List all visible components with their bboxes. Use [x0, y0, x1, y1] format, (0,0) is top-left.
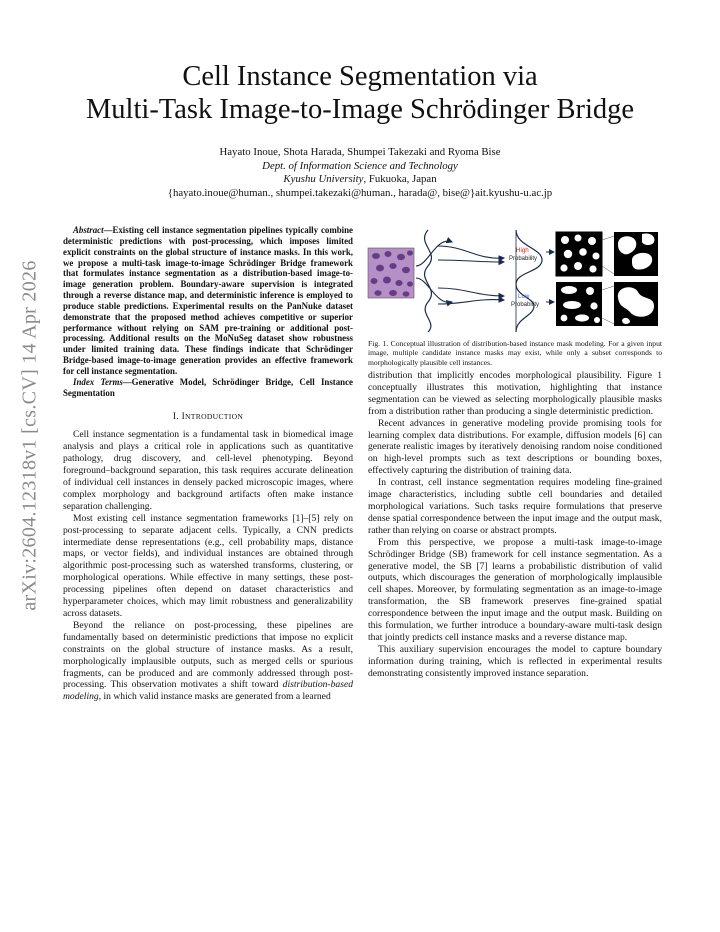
- zoom-link-top: [602, 236, 614, 240]
- zoom-link-bottom: [602, 286, 614, 290]
- right-paragraph-1: distribution that implicitly encodes morphological plausibility. Figure 1 conceptually illustrates this motivation, highlighting that instance segmentation can be viewed as selecting morphologically plausible masks from a distribution rather than producing a single deterministic prediction.: [368, 370, 662, 417]
- author-department: Dept. of Information Science and Technology: [262, 159, 458, 172]
- intro-paragraph-2: Most existing cell instance segmentation frameworks [1]–[5] rely on post-processing to separate adjacent cells. Typically, a CNN predicts intermediate dense representations (e.g., cell probability maps, distance maps, or vector fields), and individual instances are obtained through algorithmic post-processing such as watershed transforms, clustering, or morphological operations. While effective in many settings, these post-processing pipelines often depend on dataset characteristics and hyperparameter choices, which may limit robustness and generalizability across datasets.: [63, 512, 353, 619]
- author-block: [60, 146, 660, 200]
- plausible-mask-zoom: [614, 232, 658, 276]
- author-emails: {hayato.inoue@human., shumpei.takezaki@human., harada@, bise@}ait.kyushu-u.ac.jp: [167, 186, 553, 199]
- figure-1: [366, 226, 662, 334]
- plausible-instance-mask: [556, 232, 602, 276]
- intro-paragraph-3: [63, 620, 353, 703]
- abstract: [63, 225, 353, 377]
- intro-paragraph-3-start: Beyond the reliance on post-processing, these pipelines are fundamentally based on deterministic predictions that impose no explicit constraints on the global structure of instance masks. As a result, morphologically implausible outputs, such as merged cells or spurious fragments, can be produced and are commonly addressed through post-processing. This observation motivates a shift toward: [63, 619, 353, 691]
- figure-1-caption: Fig. 1. Conceptual illustration of distribution-based instance mask modeling. For a given input image, multiple candidate instance masks may exist, while only a subset corresponds to morphologically plausible cell instances.: [368, 339, 662, 367]
- histology-input-image: [368, 248, 414, 298]
- abstract-text: —Existing cell instance segmentation pipelines typically combine deterministic predictions with post-processing, which imposes limited explicit constraints on the global structure of instance masks. In this work, we propose a multi-task image-to-image Schrödinger Bridge framework that formulates instance segmentation as a distribution-based image-to-image generation problem. Boundary-aware supervision is integrated through a reverse distance map, and deterministic inference is employed to produce stable predictions. Experimental results on the PanNuke dataset demonstrate that the proposed method achieves competitive or superior performance without relying on SAM pre-training or additional post-processing. Additional results on the MoNuSeg dataset show robustness under limited training data. These findings indicate that Schrödinger Bridge-based image-to-image generation provides an effective framework for cell instance segmentation.: [63, 225, 353, 376]
- author-location: , Fukuoka, Japan: [363, 173, 437, 186]
- right-paragraph-5: This auxiliary supervision encourages the model to capture boundary information during training, which is reflected in experimental results demonstrating consistently improved instance separation.: [368, 643, 662, 679]
- mapping-arrow-3: [438, 288, 504, 296]
- label-probability-low: Probability: [511, 302, 540, 308]
- index-terms-heading: Index Terms: [73, 376, 123, 387]
- label-low: Low: [518, 293, 530, 300]
- intro-paragraph-3-emphasis: distribution-based modeling: [63, 679, 353, 703]
- title-line-1: Cell Instance Segmentation via: [182, 61, 538, 92]
- right-column: [368, 370, 662, 680]
- left-column: [63, 225, 353, 703]
- mapping-arrow-1: [438, 246, 504, 258]
- arxiv-sidebar-stamp: [8, 175, 52, 695]
- flow-arrow-bottom: [416, 278, 452, 302]
- author-university: Kyushu University: [283, 173, 364, 186]
- section-first-letter: I: [181, 411, 185, 422]
- abstract-heading: Abstract: [73, 225, 104, 235]
- right-paragraph-2: Recent advances in generative modeling provide promising tools for learning complex data distributions. For example, diffusion models [6] can generate realistic images by iteratively denoising random noise conditioned on high-level prompts such as text descriptions or bounding boxes, effectively capturing the distribution of training data.: [368, 417, 662, 477]
- label-probability-high: Probability: [509, 256, 538, 262]
- intro-paragraph-3-end: , in which valid instance masks are generated from a learned: [98, 691, 331, 703]
- flow-arrow-top: [416, 241, 452, 266]
- output-distribution-curve: [516, 230, 542, 332]
- author-names: Hayato Inoue, Shota Harada, Shumpei Takezaki and Ryoma Bise: [219, 146, 501, 158]
- index-terms-text: —Generative Model, Schrödinger Bridge, Cell Instance Segmentation: [63, 376, 353, 398]
- right-paragraph-4: From this perspective, we propose a multi-task image-to-image Schrödinger Bridge (SB) framework for cell instance segmentation. As a generative model, the SB [7] learns a probabilistic distribution of valid outputs, which discourages the generation of morphologically implausible cell shapes. Moreover, by formulating segmentation as an image-to-image transformation, the SB framework preserves fine-grained spatial correspondence between the input image and the output mask. Building on this formulation, we further introduce a boundary-aware multi-task design that jointly predicts cell instance masks and a reverse distance map.: [368, 536, 662, 643]
- implausible-mask-zoom: [614, 282, 658, 326]
- index-terms: [63, 377, 353, 399]
- mapping-arrow-2: [438, 260, 504, 262]
- paper-title: [60, 60, 660, 126]
- intro-paragraph-1: Cell instance segmentation is a fundamental task in biomedical image analysis and plays a critical role in applications such as quantitative pathology, drug discovery, and cell-level phenotyping. Beyond foreground–background separation, this task requires accurate delineation of individual cell instances in densely packed microscopic images, where complex morphology and background artifacts often make instance separation challenging.: [63, 429, 353, 512]
- section-heading-introduction: [63, 411, 353, 424]
- section-title-rest: NTRODUCTION: [185, 411, 244, 421]
- author-affiliation: [60, 173, 660, 187]
- label-high: High: [516, 247, 529, 254]
- title-line-2: Multi-Task Image-to-Image Schrödinger Bridge: [85, 94, 635, 125]
- right-paragraph-3: In contrast, cell instance segmentation requires modeling fine-grained image characteristics, including subtle cell boundaries and detailed morphological variations. Such tasks require formulations that preserve dense spatial correspondence between the input image and the output mask, rather than relying on coarse or abstract prompts.: [368, 477, 662, 536]
- section-numeral: I.: [172, 411, 182, 422]
- arxiv-identifier: arXiv:2604.12318v1 [cs.CV] 14 Apr 2026: [18, 259, 41, 611]
- zoom-link-top-2: [602, 266, 614, 274]
- implausible-instance-mask: [556, 282, 602, 326]
- zoom-link-bottom-2: [602, 318, 614, 324]
- input-distribution-curve: [425, 230, 432, 332]
